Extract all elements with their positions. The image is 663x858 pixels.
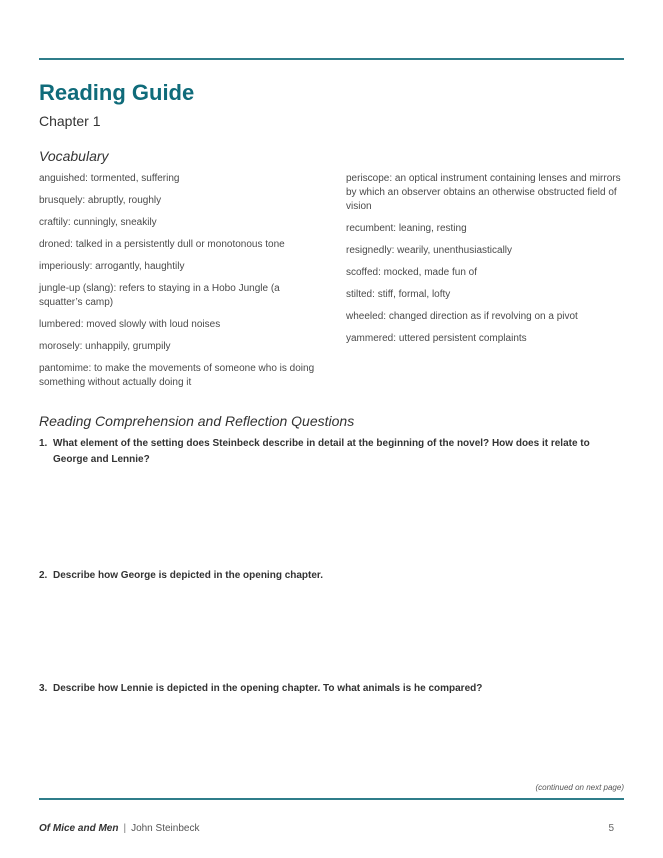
vocab-definition: an optical instrument containing lenses and mirrors by which an observer obtains an otherwise obstructed field of vision	[346, 173, 621, 212]
vocab-item: recumbent: leaning, resting	[346, 223, 467, 234]
vocab-term: droned	[39, 239, 71, 250]
vocab-definition: talked in a persistently dull or monotonous tone	[75, 239, 285, 250]
question-number: 3.	[39, 683, 48, 694]
vocab-item: jungle-up (slang): refers to staying in a Hobo Jungle (a squatter’s camp)	[39, 283, 280, 308]
page-number: 5	[608, 823, 614, 834]
vocab-definition: abruptly, roughly	[87, 195, 162, 206]
vocab-term: morosely	[39, 341, 80, 352]
question-text: What element of the setting does Steinbeck describe in detail at the beginning of the novel? How does it relate to George and Lennie?	[53, 438, 590, 465]
vocab-item: pantomime: to make the movements of someone who is doing something without actually doing it	[39, 363, 315, 388]
question-text: Describe how Lennie is depicted in the opening chapter. To what animals is he compared?	[53, 683, 483, 694]
vocab-term: resignedly	[346, 245, 392, 256]
vocab-term: brusquely	[39, 195, 83, 206]
top-divider	[39, 58, 624, 60]
footer-author: John Steinbeck	[131, 823, 200, 834]
continued-note: (continued on next page)	[535, 783, 624, 792]
vocab-term: lumbered	[39, 319, 81, 330]
vocab-term: periscope	[346, 173, 390, 184]
vocab-definition: moved slowly with loud noises	[86, 319, 221, 330]
vocab-item: periscope: an optical instrument containing lenses and mirrors by which an observer obtains an otherwise obstructed field of vision	[346, 173, 621, 212]
chapter-subtitle: Chapter 1	[39, 113, 101, 129]
vocab-definition: tormented, suffering	[90, 173, 180, 184]
question-2	[39, 568, 624, 584]
footer	[39, 823, 199, 834]
question-1	[39, 436, 624, 468]
vocab-definition: to make the movements of someone who is doing something without actually doing it	[39, 363, 315, 388]
question-number: 1.	[39, 438, 48, 449]
vocab-item: brusquely: abruptly, roughly	[39, 195, 162, 206]
vocab-term: scoffed	[346, 267, 379, 278]
vocab-definition: wearily, unenthusiastically	[397, 245, 513, 256]
vocabulary-right-column	[346, 172, 626, 354]
vocab-term: anguished	[39, 173, 86, 184]
footer-book-title: Of Mice and Men	[39, 823, 119, 834]
vocabulary-heading: Vocabulary	[39, 148, 109, 164]
vocab-item: stilted: stiff, formal, lofty	[346, 289, 451, 300]
vocab-term: recumbent	[346, 223, 394, 234]
vocab-term: craftily	[39, 217, 68, 228]
vocab-definition: arrogantly, haughtily	[95, 261, 185, 272]
vocab-item: wheeled: changed direction as if revolving on a pivot	[346, 311, 578, 322]
vocab-definition: changed direction as if revolving on a pivot	[388, 311, 578, 322]
vocab-item: droned: talked in a persistently dull or monotonous tone	[39, 239, 285, 250]
vocab-definition: uttered persistent complaints	[398, 333, 527, 344]
vocab-item: yammered: uttered persistent complaints	[346, 333, 527, 344]
vocabulary-left-column	[39, 172, 319, 398]
vocab-item: imperiously: arrogantly, haughtily	[39, 261, 185, 272]
vocab-definition: mocked, made fun of	[383, 267, 478, 278]
page-title: Reading Guide	[39, 80, 195, 105]
footer-separator: |	[123, 823, 127, 834]
vocab-term: imperiously	[39, 261, 90, 272]
vocab-item: morosely: unhappily, grumpily	[39, 341, 171, 352]
vocab-term: yammered	[346, 333, 394, 344]
vocab-term: stilted	[346, 289, 373, 300]
vocab-item: resignedly: wearily, unenthusiastically	[346, 245, 513, 256]
vocab-definition: stiff, formal, lofty	[377, 289, 451, 300]
vocab-definition: cunningly, sneakily	[73, 217, 157, 228]
question-3	[39, 681, 624, 697]
vocab-item: craftily: cunningly, sneakily	[39, 217, 157, 228]
vocab-definition: unhappily, grumpily	[85, 341, 171, 352]
vocab-definition: refers to staying in a Hobo Jungle (a squatter’s camp)	[39, 283, 280, 308]
vocab-item: lumbered: moved slowly with loud noises	[39, 319, 221, 330]
vocab-item: scoffed: mocked, made fun of	[346, 267, 478, 278]
question-text: Describe how George is depicted in the opening chapter.	[53, 570, 324, 581]
question-number: 2.	[39, 570, 48, 581]
questions-heading: Reading Comprehension and Reflection Questions	[39, 413, 355, 429]
vocab-term: wheeled	[346, 311, 384, 322]
vocab-term: pantomime	[39, 363, 89, 374]
bottom-divider	[39, 798, 624, 800]
vocab-term: jungle-up (slang)	[39, 283, 114, 294]
vocab-definition: leaning, resting	[398, 223, 467, 234]
vocab-item: anguished: tormented, suffering	[39, 173, 180, 184]
